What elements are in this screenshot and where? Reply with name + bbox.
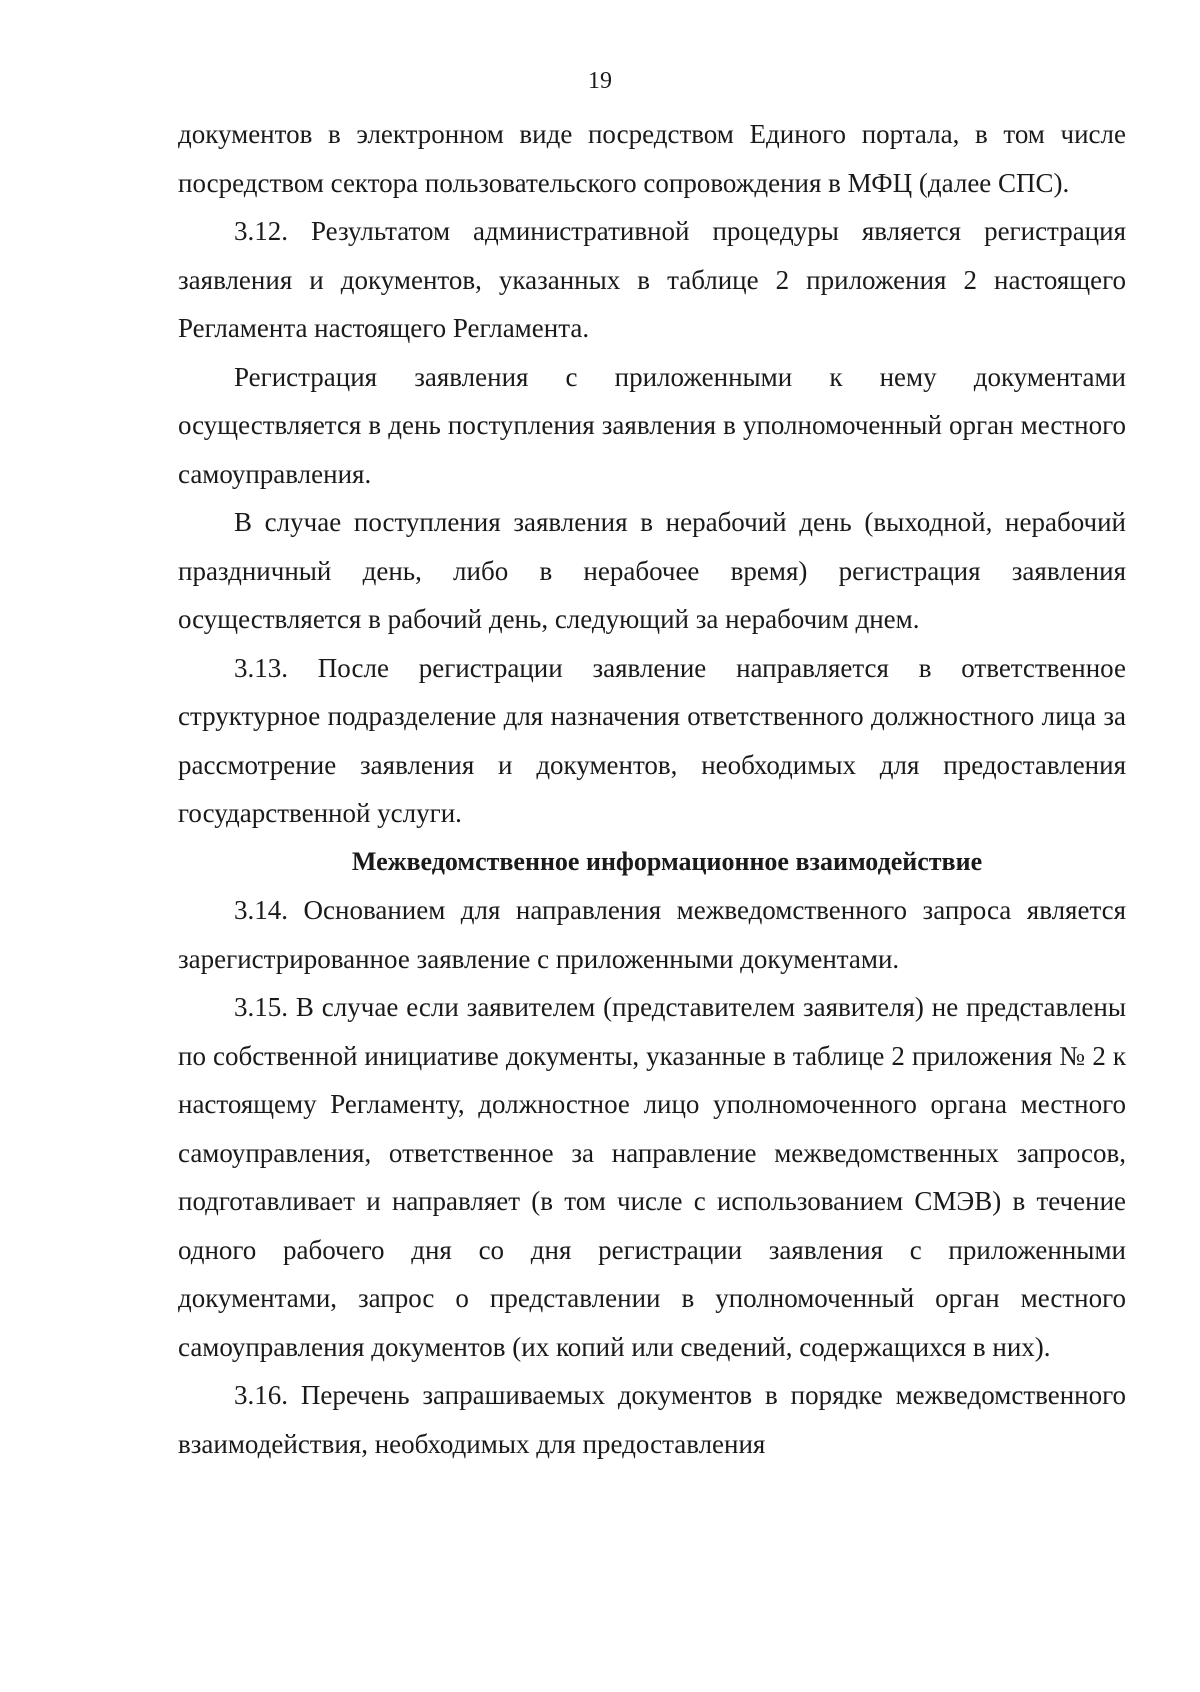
paragraph-continuation: документов в электронном виде посредством Единого портала, в том числе посредством сектора пользовательского сопровождения в МФЦ (далее СПС).: [178, 119, 1126, 198]
paragraph-3-15: 3.15. В случае если заявителем (представителем заявителя) не представлены по собственной инициативе документы, указанные в таблице 2 приложения № 2 к настоящему Регламенту, должностное лицо уполномоченного органа местного самоуправления, ответственное за направление межведомственных запросов, подготавливает и направляет (в том числе с использованием СМЭВ) в течение одного рабочего дня со дня регистрации заявления с приложенными документами, запрос о представлении в уполномоченный орган местного самоуправления документов (их копий или сведений, содержащихся в них).: [178, 992, 1126, 1362]
paragraph-3-12: 3.12. Результатом административной процедуры является регистрация заявления и документов, указанных в таблице 2 приложения 2 настоящего Регламента настоящего Регламента.: [178, 216, 1126, 343]
paragraph-nonworking-day: В случае поступления заявления в нерабочий день (выходной, нерабочий праздничный день, либо в нерабочее время) регистрация заявления осуществляется в рабочий день, следующий за нерабочим днем.: [178, 507, 1126, 634]
section-heading: Межведомственное информационное взаимодействие: [351, 846, 983, 876]
paragraph-registration: Регистрация заявления с приложенными к нему документами осуществляется в день поступления заявления в уполномоченный орган местного самоуправления.: [178, 361, 1126, 489]
paragraph-3-13: 3.13. После регистрации заявление направляется в ответственное структурное подразделение для назначения ответственного должностного лица за рассмотрение заявления и документов, необходимых для предоставления государственной услуги.: [178, 652, 1126, 828]
body-text: [178, 110, 1126, 1468]
page-number: 19: [588, 68, 612, 94]
paragraph-3-14: 3.14. Основанием для направления межведомственного запроса является зарегистрированное заявление с приложенными документами.: [178, 895, 1126, 974]
paragraph-3-16: 3.16. Перечень запрашиваемых документов в порядке межведомственного взаимодействия, необходимых для предоставления: [178, 1380, 1126, 1459]
